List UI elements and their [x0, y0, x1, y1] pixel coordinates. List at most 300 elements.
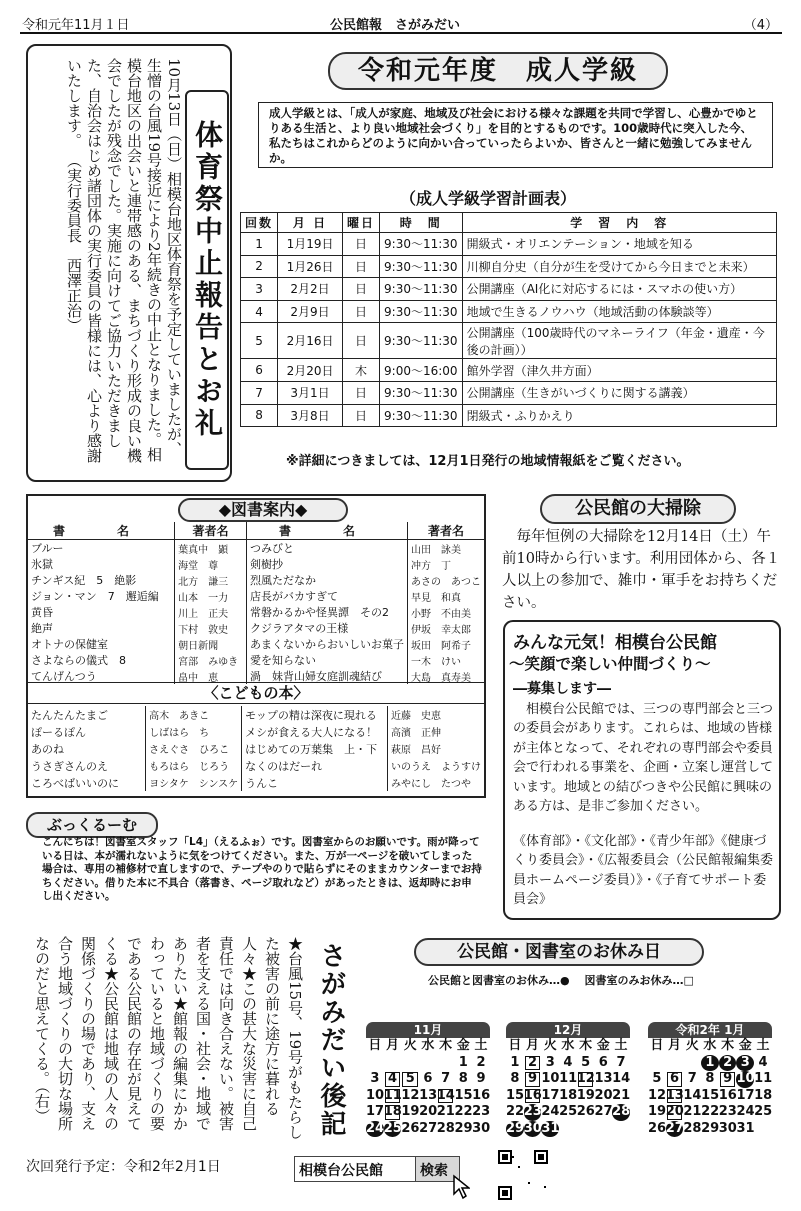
calendar-day: 29 [701, 1120, 720, 1136]
calendar-weekday: 日 [508, 1038, 522, 1053]
sports-body-text: 10月13日（日）相模台地区体育祭を予定していましたが、生憎の台風19号接近により2年続きの中止となりました。相模台地区の出会いと連帯感のある、まちづくり形成の良い機会でしたが残念でした。実施に向けてご協力いただきました、自治会はじめ諸団体の実行委員の皆様には、心より感謝いたします。 [65, 58, 183, 463]
calendar-weekday: 金 [596, 1038, 610, 1053]
calendar-month [366, 1022, 490, 1139]
book-row [28, 652, 484, 668]
genki-title: みんな元気！相模台公民館 [513, 633, 717, 653]
calendar-weekday: 月 [386, 1038, 400, 1053]
book-author: 高木 あきこ [146, 706, 242, 723]
plan-cell: 1月26日 [278, 255, 343, 278]
plan-header-cell: 時 間 [380, 213, 463, 233]
calendar-day: 21 [683, 1104, 702, 1119]
genki-recruit: ―募集します― [513, 681, 611, 697]
page-header [20, 12, 782, 34]
calendar-day: 25 [383, 1120, 402, 1136]
book-author: 萩原 昌好 [390, 745, 441, 756]
book-row [28, 588, 484, 604]
calendar-month-name: 12月 [506, 1022, 630, 1038]
plan-cell: 2月20日 [278, 359, 343, 382]
calendar-day: 13 [594, 1071, 613, 1086]
plan-cell: 閉級式・ふりかえり [462, 404, 776, 427]
book-list-table [28, 522, 484, 684]
book-row [28, 540, 484, 557]
plan-cell: 日 [343, 323, 380, 359]
plan-cell: 日 [343, 278, 380, 301]
legend-library-only: 図書室のみお休み…□ [584, 974, 694, 987]
calendar-day: 14 [612, 1071, 631, 1086]
calendar-day: 13 [419, 1087, 438, 1103]
book-author: 伊坂 幸太郎 [410, 624, 471, 636]
book-author: 早見 和真 [410, 592, 461, 604]
next-issue: 次回発行予定：令和2年2月1日 [26, 1159, 221, 1175]
calendar-day: 25 [559, 1104, 578, 1119]
search-button[interactable]: 検索 [415, 1157, 459, 1181]
kouki-body: ★台風15号、19号がもたらした被害の前に途方に暮れる人々★この甚大な災害に自己責任では向き合えない。被害者を支える国・社会・地域でありたい★館報の編集にかかわっていると地域づくりの要である公民館の存在が見えてくる★公民館は地域の人々の関係づくりの場であり、支え合う地域づくりの大切な場所なのだと思えてくる。（右） [33, 936, 304, 1140]
calendar-weekday: 土 [474, 1038, 488, 1053]
plan-row [241, 300, 777, 323]
calendar-day: 8 [705, 1071, 715, 1086]
calendar-day: 3 [545, 1054, 555, 1070]
calendar-day: 20 [594, 1087, 613, 1103]
plan-cell: 6 [241, 359, 278, 382]
calendar-day: 31 [541, 1120, 560, 1136]
calendar-day: 22 [701, 1104, 720, 1119]
plan-cell: 公開講座（生きがいづくりに関する講義） [462, 381, 776, 404]
book-title: あのね [28, 740, 146, 757]
book-title: うんこ [242, 774, 388, 791]
book-author: 大島 真寿美 [410, 672, 471, 684]
plan-cell: 館外学習（津久井方面） [462, 359, 776, 382]
calendar-weekday: 日 [650, 1038, 664, 1053]
calendar-day: 24 [366, 1120, 385, 1136]
calendar-day: 28 [683, 1120, 702, 1136]
calendar-day: 4 [563, 1054, 573, 1070]
book-title: ころべばいいのに [28, 774, 146, 791]
kids-book-table [28, 706, 484, 791]
bookroom-body: こんにちは！図書室スタッフ「L4」（えるふぉ）です。図書室からのお願いです。雨が降っている日は、本が濡れないように気をつけてください。また、万が一ページを破いてしまった場合は、専用の補修材で直しますので、テープやのりで貼らずにそのままカウンターまでお持ちください。借りた本に不具合（落書き、ページ取れなど）があったときは、返却時にお申し出ください。 [42, 836, 482, 902]
calendar-weekday: 水 [421, 1038, 435, 1053]
plan-cell: 9:30～11:30 [380, 381, 463, 404]
search-term[interactable]: 相模台公民館 [299, 1163, 383, 1179]
issue-date: 令和元年11月１日 [22, 18, 130, 33]
plan-cell: 1月19日 [278, 233, 343, 256]
book-author: 海堂 尊 [175, 556, 247, 572]
calendar-weekday: 水 [561, 1038, 575, 1053]
calendar-day: 18 [383, 1104, 402, 1119]
calendar-day: 31 [736, 1120, 755, 1136]
calendar-day: 25 [754, 1104, 773, 1119]
calendar-blank [666, 1055, 684, 1072]
page-number: （4） [743, 18, 778, 33]
calendar-day: 26 [576, 1104, 595, 1119]
calendar-day: 15 [454, 1087, 473, 1103]
genki-box [503, 620, 781, 920]
plan-header-cell: 曜日 [343, 213, 380, 233]
sports-signature: （実行委員長 西澤正治） [65, 152, 83, 333]
plan-cell: 9:30～11:30 [380, 278, 463, 301]
calendar-day: 12 [576, 1071, 595, 1086]
plan-cell: 8 [241, 404, 278, 427]
book-author: 坂田 阿希子 [410, 640, 471, 652]
book-row [28, 572, 484, 588]
book-author: ヨシタケ シンスケ [146, 774, 242, 791]
calendar-day: 9 [719, 1071, 737, 1088]
calendar-day: 23 [472, 1104, 491, 1119]
plan-row [241, 359, 777, 382]
calendar-day: 6 [666, 1071, 684, 1088]
book-row [28, 620, 484, 636]
calendar-day: 18 [754, 1087, 773, 1103]
book-author: いのうえ ようすけ [390, 762, 481, 773]
calendar-day: 8 [458, 1071, 468, 1086]
calendar-day: 18 [559, 1087, 578, 1103]
calendar-weekday: 金 [738, 1038, 752, 1053]
calendar-day: 28 [612, 1104, 631, 1119]
book-title: ジョン・マン 7 邂逅編 [28, 588, 175, 604]
library-box [26, 494, 486, 798]
calendar-blank [419, 1055, 437, 1072]
plan-cell: 公開講座（100歳時代のマネーライフ（年金・遺産・今後の計画）） [462, 323, 776, 359]
sports-title: 体育祭中止報告とお礼 [185, 90, 229, 470]
calendar-day: 21 [436, 1104, 455, 1119]
calendar-day: 14 [436, 1087, 455, 1103]
plan-cell: 3月1日 [278, 381, 343, 404]
book-title: あまくないからおいしいお菓子 [246, 636, 407, 652]
calendar-day: 5 [581, 1054, 591, 1070]
genki-groups: 《体育部》・《文化部》・《青少年部》《健康づくり委員会》・《広報委員会（公民館報編集委員ホームページ委員）》・《子育てサポート委員会》 [513, 834, 774, 908]
calendar-day: 12 [648, 1087, 667, 1103]
book-title: 絶声 [28, 620, 175, 636]
book-title: 烈風ただなか [246, 572, 407, 588]
genki-body: 相模台公民館では、三つの専門部会と三つの委員会があります。これらは、地域の皆様が主体となって、それぞれの専門部会や委員会で行われる事業を、企画・立案し運営しています。地域との結びつきや公民館に興味のある方は、是非ご参加ください。 [513, 702, 774, 815]
book-author: 一木 けい [410, 656, 461, 668]
search-box [294, 1156, 460, 1182]
calendar-day: 10 [366, 1087, 385, 1103]
calendar-day: 1 [510, 1054, 520, 1070]
book-title: うさぎさんのえ [28, 757, 146, 774]
plan-cell: 4 [241, 300, 278, 323]
plan-row [241, 404, 777, 427]
calendar-blank [437, 1055, 455, 1072]
cleaning-title: 公民館の大掃除 [540, 494, 736, 524]
calendar-month [648, 1022, 772, 1139]
calendar-weekday: 月 [526, 1038, 540, 1053]
plan-cell: 9:30～11:30 [380, 255, 463, 278]
calendar-day: 2 [476, 1054, 486, 1070]
calendar-weekday: 金 [456, 1038, 470, 1053]
calendar-day: 1 [701, 1055, 719, 1072]
bookroom-title: ぶっくるーむ [26, 812, 158, 838]
plan-cell: 日 [343, 300, 380, 323]
calendar-day: 17 [736, 1087, 755, 1103]
book-author: 葉真中 顕 [175, 540, 247, 557]
calendar-day: 13 [665, 1087, 684, 1103]
book-title: モップの精は深夜に現れる [242, 706, 388, 723]
library-title: ◆図書案内◆ [178, 498, 348, 522]
calendar-day: 17 [541, 1087, 560, 1103]
plan-note: ※詳細につきましては、12月1日発行の地域情報紙をご覧ください。 [286, 454, 690, 469]
calendar-blank [401, 1055, 419, 1072]
calendar-day: 12 [401, 1087, 420, 1103]
calendar-weekday: 木 [439, 1038, 453, 1053]
calendar-weekday: 日 [368, 1038, 382, 1053]
calendar-day: 30 [718, 1120, 737, 1136]
plan-cell: 木 [343, 359, 380, 382]
plan-cell: 開級式・オリエンテーション・地域を知る [462, 233, 776, 256]
calendar-day: 26 [648, 1120, 667, 1136]
plan-cell: 日 [343, 255, 380, 278]
plan-cell: 9:30～11:30 [380, 300, 463, 323]
calendar-month-name: 11月 [366, 1022, 490, 1038]
calendar-day: 24 [736, 1104, 755, 1119]
calendar-day: 30 [472, 1120, 491, 1136]
kids-book-row [28, 740, 484, 757]
plan-cell: 日 [343, 381, 380, 404]
plan-cell: 2月2日 [278, 278, 343, 301]
book-author: 冲方 丁 [410, 560, 451, 572]
calendar-day: 20 [419, 1104, 438, 1119]
book-title: ぽーるぽん [28, 723, 146, 740]
genki-subtitle: ～笑顔で楽しい仲間づくり～ [509, 655, 711, 673]
calendar-day: 15 [701, 1087, 720, 1103]
calendar-day: 21 [612, 1087, 631, 1103]
book-author: 高濱 正伸 [390, 728, 441, 739]
plan-title: （成人学級学習計画表） [400, 189, 577, 208]
kouki-section [24, 936, 354, 1146]
calendar-day: 1 [458, 1054, 468, 1070]
calendar-weekday: 土 [614, 1038, 628, 1053]
book-author: 畠中 恵 [175, 668, 247, 684]
book-row [28, 636, 484, 652]
calendar-day: 19 [648, 1104, 667, 1119]
plan-cell: 2月9日 [278, 300, 343, 323]
calendar-day: 24 [541, 1104, 560, 1119]
book-title: 黄昏 [28, 604, 175, 620]
plan-row [241, 255, 777, 278]
adult-class-title: 令和元年度 成人学級 [328, 52, 668, 90]
book-title: オトナの保健室 [28, 636, 175, 652]
book-author: 下村 敦史 [175, 620, 247, 636]
plan-cell: 9:30～11:30 [380, 233, 463, 256]
book-title: たんたんたまご [28, 706, 146, 723]
kids-book-row [28, 723, 484, 740]
book-author: みやにし たつや [390, 779, 471, 790]
book-title: 常磐かるかや怪異譚 その2 [246, 604, 407, 620]
book-title: なくのはだーれ [242, 757, 388, 774]
book-author: 山本 一力 [175, 588, 247, 604]
calendar-day: 17 [366, 1104, 385, 1119]
calendar-blank [366, 1055, 384, 1072]
plan-cell: 7 [241, 381, 278, 404]
book-author: 小野 不由美 [410, 608, 471, 620]
calendar-weekday: 火 [685, 1038, 699, 1053]
book-title: さよならの儀式 8 [28, 652, 175, 668]
calendar-day: 8 [510, 1071, 520, 1086]
book-title: てんげんつう [28, 668, 175, 684]
calendar-day: 20 [665, 1104, 684, 1119]
plan-row [241, 278, 777, 301]
calendar-day: 15 [506, 1087, 525, 1103]
book-title: つみびと [246, 540, 407, 557]
calendar-day: 5 [652, 1071, 662, 1086]
plan-header-cell: 回数 [241, 213, 278, 233]
plan-row [241, 323, 777, 359]
plan-cell: 9:00～16:00 [380, 359, 463, 382]
cursor-icon [452, 1174, 470, 1200]
calendar-day: 10 [736, 1071, 755, 1086]
calendar-month [506, 1022, 630, 1139]
kids-book-row [28, 757, 484, 774]
book-author: あさの あつこ [410, 576, 481, 588]
calendar-day: 19 [576, 1087, 595, 1103]
col-book-right: 書 名 [246, 522, 407, 540]
calendar-day: 30 [523, 1120, 542, 1136]
col-author-left: 著者名 [175, 522, 247, 540]
qr-code-icon[interactable] [498, 1150, 548, 1200]
plan-cell: 公開講座（AI化に対応するには・スマホの使い方） [462, 278, 776, 301]
calendar-weekday: 火 [403, 1038, 417, 1053]
plan-cell: 9:30～11:30 [380, 404, 463, 427]
calendar-day: 16 [472, 1087, 491, 1103]
calendar-day: 14 [683, 1087, 702, 1103]
calendar-weekday: 火 [543, 1038, 557, 1053]
calendar-day: 4 [384, 1071, 402, 1088]
legend-closed: 公民館と図書室のお休み…● [428, 974, 570, 987]
calendar-weekday: 水 [703, 1038, 717, 1053]
calendar-grid [506, 1038, 630, 1137]
book-author: さえぐさ ひろこ [146, 740, 242, 757]
plan-cell: 2月16日 [278, 323, 343, 359]
calendar-month-name: 令和2年 1月 [648, 1022, 772, 1038]
calendar-blank [683, 1055, 701, 1072]
calendar-day: 7 [441, 1071, 451, 1086]
book-author: もろはら じろう [146, 757, 242, 774]
calendar-day: 7 [687, 1071, 697, 1086]
book-title: チンギス紀 5 絶影 [28, 572, 175, 588]
plan-header-cell: 月 日 [278, 213, 343, 233]
plan-cell: 9:30～11:30 [380, 323, 463, 359]
col-book-left: 書 名 [28, 522, 175, 540]
calendar-day: 6 [598, 1054, 608, 1070]
calendar-day: 16 [718, 1087, 737, 1103]
book-author: 宮部 みゆき [175, 652, 247, 668]
book-author: 川上 正夫 [175, 604, 247, 620]
calendar-day: 22 [454, 1104, 473, 1119]
calendar-day: 10 [541, 1071, 560, 1086]
calendar-day: 3 [370, 1071, 380, 1086]
calendar-day: 11 [559, 1071, 578, 1086]
calendar-day: 19 [401, 1104, 420, 1119]
calendar-day: 3 [736, 1055, 754, 1072]
book-author: 山田 詠美 [410, 544, 461, 556]
book-title: クジラアタマの王様 [246, 620, 407, 636]
book-author: 北方 謙三 [175, 572, 247, 588]
plan-cell: 5 [241, 323, 278, 359]
calendar-day: 27 [594, 1104, 613, 1119]
book-row [28, 604, 484, 620]
col-author-right: 著者名 [407, 522, 484, 540]
newsletter-title: 公民館報 さがみだい [330, 18, 461, 33]
calendar-grid [648, 1038, 772, 1137]
book-row [28, 556, 484, 572]
calendar-day: 16 [523, 1087, 542, 1103]
kouki-title: さがみだい後記 [316, 942, 346, 1138]
calendar-weekday: 木 [579, 1038, 593, 1053]
plan-row [241, 233, 777, 256]
holiday-legend [428, 972, 694, 988]
plan-cell: 川柳自分史（自分が生を受けてから今日までと未来） [462, 255, 776, 278]
kids-book-row [28, 706, 484, 723]
plan-header-cell: 学 習 内 容 [462, 213, 776, 233]
plan-table [240, 212, 777, 427]
calendar-blank [384, 1055, 402, 1072]
book-title: 氷獄 [28, 556, 175, 572]
calendar-day: 23 [523, 1104, 542, 1119]
book-title: はじめての万葉集 上・下 [242, 740, 388, 757]
calendar-day: 6 [423, 1071, 433, 1086]
calendar-day: 27 [419, 1120, 438, 1136]
calendar-day: 29 [454, 1120, 473, 1136]
plan-cell: 日 [343, 404, 380, 427]
book-title: メシが食える大人になる！ [242, 723, 388, 740]
calendar-day: 26 [401, 1120, 420, 1136]
calendar-day: 22 [506, 1104, 525, 1119]
plan-cell: 地域で生きるノウハウ（地域活動の体験談等） [462, 300, 776, 323]
holiday-title: 公民館・図書室のお休み日 [414, 938, 704, 966]
calendar-day: 9 [476, 1071, 486, 1086]
plan-cell: 1 [241, 233, 278, 256]
sports-festival-box [26, 44, 232, 482]
bookroom-box [26, 812, 486, 918]
calendar-blank [648, 1055, 666, 1072]
adult-class-intro: 成人学級とは、「成人が家庭、地域及び社会における様々な課題を共同で学習し、心豊かでゆとりある生活と、より良い地域社会づくり」を目的とするものです。100歳時代に突入した今、私たちはこれからどのように向かい合っていったらよいか、皆さんと一緒に勉強してみませんか。 [258, 102, 773, 168]
book-title: 店長がバカすぎて [246, 588, 407, 604]
calendar-day: 28 [436, 1120, 455, 1136]
plan-cell: 3月8日 [278, 404, 343, 427]
calendar-day: 5 [401, 1071, 419, 1088]
calendar-day: 7 [616, 1054, 626, 1070]
book-author: 朝日新聞 [175, 636, 247, 652]
calendar-day: 2 [524, 1055, 542, 1072]
calendar-day: 4 [758, 1054, 768, 1070]
book-title: 愛を知らない [246, 652, 407, 668]
calendar-weekday: 土 [756, 1038, 770, 1053]
book-author: しばはら ち [146, 723, 242, 740]
book-title: 渦 妹背山婦女庭訓魂結び [246, 668, 407, 684]
plan-cell: 3 [241, 278, 278, 301]
calendar-day: 9 [524, 1071, 542, 1088]
calendar-day: 11 [754, 1071, 773, 1086]
plan-cell: 日 [343, 233, 380, 256]
cleaning-box [496, 494, 782, 618]
adult-class-section [240, 40, 780, 480]
calendar-weekday: 月 [668, 1038, 682, 1053]
calendar-day: 23 [718, 1104, 737, 1119]
cleaning-body: 毎年恒例の大掃除を12月14日（土）午前10時から行います。利用団体から、各１人以上の参加で、雑巾・軍手をお持ちください。 [502, 529, 781, 611]
book-title: 剣樹抄 [246, 556, 407, 572]
plan-cell: 2 [241, 255, 278, 278]
plan-row [241, 381, 777, 404]
calendar-day: 27 [665, 1120, 684, 1136]
calendar-day: 11 [383, 1087, 402, 1103]
calendar-day: 2 [719, 1055, 737, 1072]
calendar-grid [366, 1038, 490, 1137]
kids-book-row [28, 774, 484, 791]
kids-title: 〈こどもの本〉 [28, 682, 484, 704]
sports-body [34, 58, 184, 468]
book-title: ブルー [28, 540, 175, 557]
book-author: 近藤 史恵 [390, 711, 441, 722]
calendar-weekday: 木 [721, 1038, 735, 1053]
